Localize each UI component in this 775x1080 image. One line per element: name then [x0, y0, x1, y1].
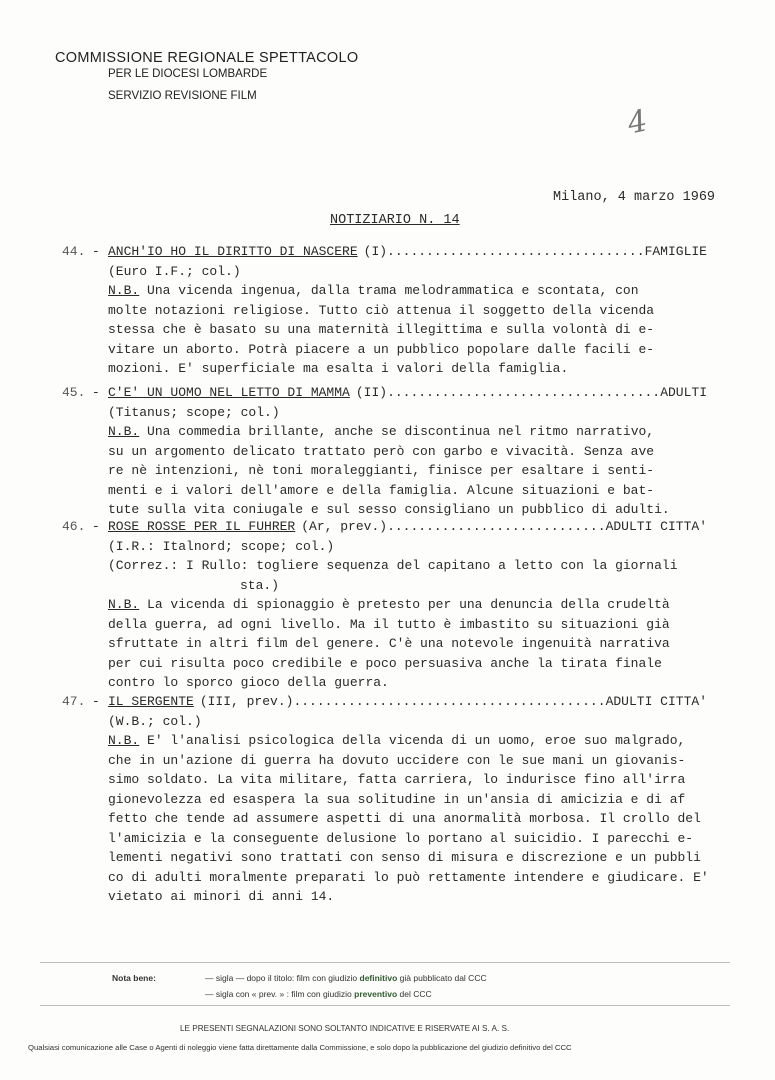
audience-rating: ADULTI [660, 385, 707, 400]
film-class: (II) [355, 385, 388, 400]
review-line [62, 422, 707, 442]
dash: - [92, 385, 100, 400]
entry-number: 45. [62, 385, 86, 400]
audience-rating: ADULTI CITTA' [605, 694, 707, 709]
dot-leader [387, 383, 660, 403]
note-text: — sigla — dopo il titolo: film con giudizio [205, 973, 358, 983]
nb-label: N.B. [108, 597, 140, 612]
film-class: (Ar, prev.) [301, 519, 388, 534]
review-line: che in un'azione di guerra ha dovuto uccidere con le sue mani un giovanis- [108, 752, 686, 768]
audience-rating: ADULTI CITTA' [605, 519, 707, 534]
nb-label: N.B. [108, 733, 140, 748]
dot-leader [387, 242, 645, 262]
review-line: gionevolezza ed esaspera la sua solitudine in un'ansia di amicizia e di af [108, 791, 686, 807]
film-info: (Correz.: I Rullo: togliere sequenza del capitano a letto con la giornali [108, 558, 678, 573]
review-line: per cui risulta poco credibile e poco persuasiva anche la tirata finale [108, 655, 662, 671]
org-subtitle: PER LE DIOCESI LOMBARDE [108, 68, 268, 80]
footer-line-2: Qualsiasi comunicazione alle Case o Agenti di noleggio viene fatta direttamente dalla Commissione, e solo dopo la pubblicazione del giudizio definitivo del CCC [28, 1043, 572, 1052]
note-text: — sigla con « prev. » : film con giudizio [205, 989, 352, 999]
document-date: Milano, 4 marzo 1969 [553, 190, 716, 205]
divider [40, 962, 730, 963]
review-line: contro lo sporco gioco della guerra. [108, 675, 389, 690]
entry-number: 44. [62, 244, 86, 259]
handwritten-mark: 4 [624, 103, 651, 142]
review-line: tute sulla vita coniugale e sul sesso consigliano un pubblico di adulti. [108, 502, 670, 517]
film-info: (Euro I.F.; col.) [108, 263, 241, 279]
film-entry [62, 692, 707, 907]
film-class: (I) [363, 244, 388, 259]
service-name: SERVIZIO REVISIONE FILM [108, 90, 257, 102]
document-title: NOTIZIARIO N. 14 [330, 213, 460, 228]
film-info: (I.R.: Italnord; scope; col.) [108, 538, 335, 554]
divider [40, 1005, 730, 1006]
entry-heading [62, 692, 707, 712]
film-title: IL SERGENTE [108, 694, 194, 709]
review-text: La vicenda di spionaggio è pretesto per una denuncia della crudeltà [139, 597, 670, 612]
entry-heading [62, 242, 707, 262]
review-line: stessa che è basato su una maternità illegittima e sulla volontà di e- [108, 322, 655, 337]
note-line-2 [205, 989, 432, 999]
film-info: (Titanus; scope; col.) [108, 404, 280, 420]
review-line: sfruttate in altri film del genere. C'è una notevole ingenuità narrativa [108, 636, 670, 651]
film-title: C'E' UN UOMO NEL LETTO DI MAMMA [108, 385, 350, 400]
nb-label: N.B. [108, 283, 140, 298]
dot-leader [293, 692, 605, 712]
review-line [62, 731, 707, 751]
note-label: Nota bene: [112, 973, 156, 983]
film-entry [62, 383, 707, 520]
review-line: fetto che tende ad assumere aspetti di una anormalità morbosa. Il crollo del [108, 811, 701, 826]
review-line: molte notazioni religiose. Tutto ciò attenua il soggetto della vicenda [108, 302, 655, 318]
review-line: su un argomento delicato trattato però con garbo e vivacità. Senza ave [108, 443, 655, 459]
review-line: l'amicizia e la conseguente delusione lo portano al suicidio. I parecchi e- [108, 830, 694, 846]
note-emphasis: definitivo [359, 973, 398, 983]
entry-heading [62, 517, 707, 537]
entry-number: 46. [62, 519, 86, 534]
film-entry [62, 517, 707, 693]
review-line: vietato ai minori di anni 14. [108, 889, 335, 904]
dash: - [92, 519, 100, 534]
review-line: mozioni. E' superficiale ma esalta i valori della famiglia. [108, 361, 569, 376]
review-line: lementi negativi sono trattati con senso di misura e discrezione e un pubbli [108, 850, 701, 865]
entry-heading [62, 383, 707, 403]
org-name: COMMISSIONE REGIONALE SPETTACOLO [55, 50, 359, 66]
review-line: re nè intenzioni, nè toni moraleggianti, finisce per esaltare i senti- [108, 463, 655, 478]
dot-leader [387, 517, 606, 537]
dash: - [92, 694, 100, 709]
note-text: già pubblicato dal CCC [399, 973, 487, 983]
review-line: simo soldato. La vita militare, fatta carriera, lo indurisce fino all'irra [108, 772, 686, 787]
review-line: vitare un aborto. Potrà piacere a un pubblico popolare dalle facili e- [108, 341, 655, 357]
film-title: ANCH'IO HO IL DIRITTO DI NASCERE [108, 244, 358, 259]
film-title: ROSE ROSSE PER IL FUHRER [108, 519, 296, 534]
review-line [62, 281, 707, 301]
film-class: (III, prev.) [199, 694, 294, 709]
note-text: del CCC [399, 989, 432, 999]
review-text: Una commedia brillante, anche se discontinua nel ritmo narrativo, [139, 424, 655, 439]
review-line: co di adulti moralmente preparati lo può rettamente intendere e giudicare. E' [108, 869, 709, 885]
note-emphasis: preventivo [354, 989, 398, 999]
footer-line-1: LE PRESENTI SEGNALAZIONI SONO SOLTANTO INDICATIVE E RISERVATE AI S. A. S. [180, 1024, 510, 1033]
review-text: Una vicenda ingenua, dalla trama melodrammatica e scontata, con [139, 283, 639, 298]
review-line: menti e i valori dell'amore e della famiglia. Alcune situazioni e bat- [108, 482, 655, 498]
film-entry [62, 242, 707, 379]
entry-number: 47. [62, 694, 86, 709]
review-line [62, 595, 707, 615]
audience-rating: FAMIGLIE [644, 244, 707, 259]
nb-label: N.B. [108, 424, 140, 439]
dash: - [92, 244, 100, 259]
film-info: sta.) [240, 577, 280, 593]
review-line: della guerra, ad ogni livello. Ma il tutto è imbastito su situazioni già [108, 616, 670, 632]
review-text: E' l'analisi psicologica della vicenda di un uomo, eroe suo malgrado, [139, 733, 686, 748]
film-info: (W.B.; col.) [108, 713, 202, 729]
note-line-1 [205, 973, 487, 983]
